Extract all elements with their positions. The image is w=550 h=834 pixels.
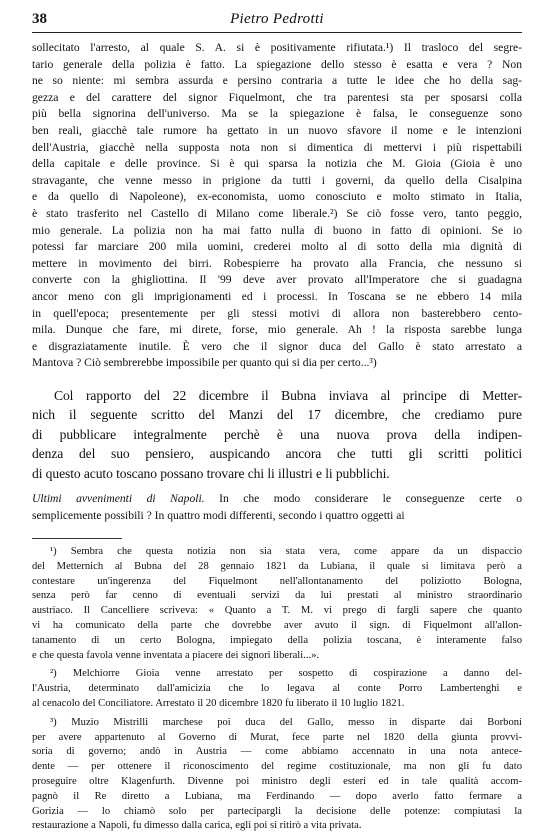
text-line: Mantova ? Ciò sembrerebbe impossibile per quanto qui si dia per certo...³) — [32, 356, 377, 370]
quoted-letter-paragraph — [32, 40, 522, 372]
text-line: dell'Austria, giacchè nella supposta nota non si dimentica di mettervi i più rispettabili — [32, 140, 522, 154]
text-line: ancor meno con gli imprigionamenti ed i processi. In Toscana se ne ebbero 14 mila — [32, 289, 522, 303]
text-line: gezza e del carattere del signor Fiquelmont, che tra parentesi sta per sposarsi colla — [32, 90, 522, 104]
text-line: converte con la ghigliottina. Il '99 deve aver provato all'Imperatore che si guadagna — [32, 273, 522, 287]
text-line: di questo acuto toscano possano trovare chi li illustri e li pubblichi. — [32, 465, 390, 481]
footnote-line: ¹) Sembra che questa notizia non sia stata vera, come appare da un dispaccio — [50, 546, 522, 557]
footnote-line: al cenacolo del Conciliatore. Arrestato il 20 dicembre 1820 fu liberato il 10 luglio 1821. — [32, 697, 405, 709]
text-line: è stato trasferito nel Castello di Milano come liberale.²) Se ciò fosse vero, tanto peggio, — [32, 206, 522, 220]
footnote-line: senza però far cenno di eventuali servizi da lui prestati al ministro straordinario — [32, 590, 522, 602]
text-line: più bella signorina dell'universo. Ma se la spiegazione è falsa, le conseguenze sono — [32, 107, 522, 121]
footnote-line: ³) Muzio Mistrilli marchese poi duca del Gallo, messo in disparte dai Borboni — [50, 716, 522, 728]
footnote-line: pagnò il Re diretto a Lubiana, ma Ferdinando — dopo averlo fatto fermare a — [32, 790, 522, 802]
running-head: Pietro Pedrotti — [230, 11, 324, 27]
text-line: stravagante, che venne messo in prigione da tutti i governi, da quello della Cisalpina — [32, 173, 522, 187]
footnote-line: l'Austria, determinato dall'amicizia che lo legava al conte Porro Lambertenghi e — [32, 683, 522, 695]
footnote-line: dente — per ottenere il riconoscimento del regime costituzionale, ma non gli fu dato — [32, 761, 522, 773]
text-line: di pubblicare integralmente perchè è una nuova prova della indipen- — [32, 426, 522, 442]
text-line: e da quello di Napoleone), ex-economista, uomo conosciuto e molto stimato in Italia, — [32, 190, 522, 204]
section-line — [32, 490, 522, 507]
footnote-2 — [32, 667, 522, 711]
footnote-line: soria di governo; andò in Austria — come abbiamo accennato in una nota antece- — [32, 746, 522, 758]
footnote-line: vi ha comunicato della parte che dovrebbe aver avuto il sign. di Fiquelmont all'allon- — [32, 619, 522, 631]
footnote-line: e che questa favola venne inventata a piacere dei signori liberali...». — [32, 649, 320, 661]
text-line: Col rapporto del 22 dicembre il Bubna inviava al principe di Metter- — [54, 388, 522, 403]
footnote-line: per avere appartenuto al Governo di Murat, fece parte nel 1820 della giunta provvi- — [32, 731, 522, 743]
section-heading: Ultimi avvenimenti di Napoli. — [32, 492, 205, 505]
text-line: ben reali, giacchè tale rumore ha gettato in un nuovo sfavore il nome e le intenzioni — [32, 123, 522, 137]
text-line: denza del suo pensiero, auspicando ancora che tutti gli scritti politici — [32, 446, 522, 462]
header-rule — [32, 32, 522, 33]
footnote-line: contestare un'ingerenza del Fiquelmont nell'allontanamento del poliziotto Bologna, — [32, 575, 522, 587]
text-line: della capitale e delle province. Si è qui sparsa la notizia che M. Gioia (Gioia è uno — [32, 157, 522, 171]
footnote-line: tanamento di un certo Bologna, impiegato della polizia toscana, è interamente falso — [32, 634, 522, 646]
footnote-line: ²) Melchiorre Gioia venne arrestato per sospetto di cospirazione a danno del- — [50, 668, 522, 680]
footnote-1 — [32, 545, 522, 663]
text-line: mettere in movimento dei birri. Robespierre ha provato alla Francia, che nessuno si — [32, 256, 522, 270]
commentary-paragraph — [32, 386, 522, 483]
page-number: 38 — [32, 11, 47, 27]
text-line: tario generale della polizia è fatto. La spiegazione dello stesso è esatta e vera ? Non — [32, 57, 522, 71]
text-line: e disgraziatamente inutile. È vero che il signor duca del Gallo è stato arrestato a — [32, 339, 522, 353]
footnote-3 — [32, 716, 522, 834]
footnote-line: proseguire oltre Klagenfurth. Divenne poi ministro degli esteri ed in tale qualità accom- — [32, 775, 522, 787]
text-line: mio generale. La polizia non ha mai fatto nulla di buono in fatto di opinioni. Se io — [32, 223, 522, 237]
footnote-line: restaurazione a Napoli, fu dimesso dalla carica, egli poi si ritirò a vita privata. — [32, 820, 362, 832]
text-line: sollecitato l'arresto, al quale S. A. si è positivamente rifiutata.¹) Il trasloco del segre- — [32, 41, 522, 54]
footnote-rule — [32, 538, 122, 539]
footnote-line: austriaco. Il Cancelliere scriveva: « Quanto a T. M. vi prego di fargli sapere che quanto — [32, 605, 522, 617]
text-line: potessi far marciare 200 mila uomini, crederei molto al di sotto della mia dignità di — [32, 240, 522, 254]
section-paragraph — [32, 490, 522, 524]
section-line: semplicemente possibili ? In quattro modi differenti, secondo i quattro oggetti ai — [32, 509, 405, 522]
footnote-line: Gorizia — lo chiamò solo per partecipargli la decisione delle potenze: compiutasi la — [32, 805, 522, 817]
section-text: In che modo considerare le conseguenze certe o — [204, 492, 522, 505]
text-line: nich il seguente scritto del Manzi del 17 dicembre, che crediamo pure — [32, 407, 522, 423]
text-line: ne so niente: mi sembra assurda e persino contraria a tutte le idee che ho della sag- — [32, 74, 522, 88]
text-line: in quell'epoca; presentemente per gli stessi motivi di allora non basterebbero cento- — [32, 306, 522, 320]
text-line: mila. Dunque che fare, mi direte, forse, mio generale. Ah ! la risposta sarebbe lunga — [32, 323, 522, 337]
footnotes — [32, 545, 522, 834]
footnote-line: del Metternich al Bubna del 28 gennaio 1821 da Lubiana, il quale si limitava però a — [32, 560, 522, 572]
page-header — [32, 11, 522, 33]
